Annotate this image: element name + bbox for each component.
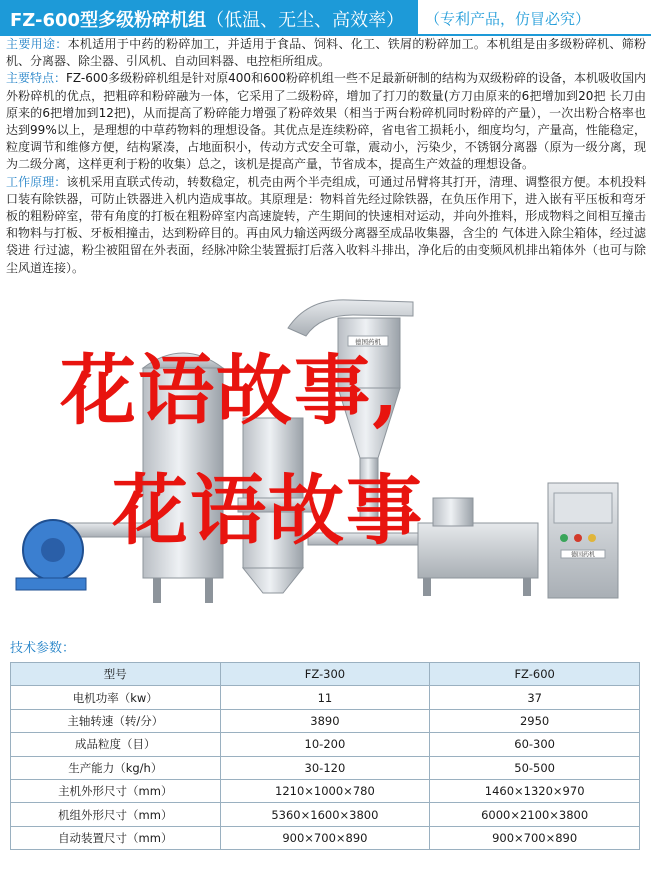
overlay-text-1: 花语故事, xyxy=(60,346,401,435)
table-cell: 11 xyxy=(220,686,430,709)
section-text: 本机适用于中药的粉碎加工，并适用于食品、饲料、化工、铁屑的粉碎加工。本机组是由多级粉碎机、筛粉机、分离器、除尘器、引风机、自动回料器、电控柜所组成。 xyxy=(6,37,646,69)
table-cell: 60-300 xyxy=(430,733,640,756)
table-cell: 3890 xyxy=(220,709,430,732)
table-row xyxy=(11,686,640,709)
patent-note: （专利产品，仿冒必究） xyxy=(425,10,591,28)
section-features xyxy=(6,70,646,173)
table-header-row xyxy=(11,663,640,686)
overlay-text-2: 花语故事 xyxy=(112,466,424,555)
table-cell: 电机功率（kw） xyxy=(11,686,221,709)
table-cell: 1210×1000×780 xyxy=(220,779,430,802)
table-row xyxy=(11,779,640,802)
table-cell: 成品粒度（目） xyxy=(11,733,221,756)
table-row xyxy=(11,756,640,779)
machine-brand-text: 德国药机 xyxy=(355,338,381,346)
table-cell: 机组外形尺寸（mm） xyxy=(11,803,221,826)
table-row xyxy=(11,733,640,756)
header-title-bar xyxy=(0,0,418,34)
table-cell: 30-120 xyxy=(220,756,430,779)
table-row xyxy=(11,803,640,826)
page-header xyxy=(0,0,651,34)
table-cell: 1460×1320×970 xyxy=(430,779,640,802)
description-block xyxy=(6,36,646,277)
page-title: FZ-600型多级粉碎机组（低温、无尘、高效率） xyxy=(10,10,405,31)
params-title: 技术参数： xyxy=(10,641,76,656)
table-header-cell: 型号 xyxy=(11,663,221,686)
section-text: FZ-600多级粉碎机组是针对原400和600粉碎机组一些不足最新研制的结构为双级粉碎的设备，本机吸收国内外粉碎机的优点，把粗碎和粉碎融为一体，它采用了二级粉碎，增加了打刀的数量(方刀由原来的6把增加到20把 长刀由原来的6把增加到12把)，从而提高了粉碎能力增强了粉碎效果（相当于两台粉碎机同时粉碎的产量），一次出粉合格率也达到99%以上，是理想的中草药物料的理想设备。其优点是连续粉碎，省电省工损耗小，细度均匀，产量高，性能稳定，粒度调节和维修方便，结构紧凑，占地面积小，传动方式安全可靠，震动小，污染少，不锈钢分离器（原为一级分离，现为二级分离，这样更利于粉的收集）总之，该机是提高产量，节省成本，提高生产效益的理想设备。 xyxy=(6,71,646,172)
table-row xyxy=(11,709,640,732)
table-cell: 主机外形尺寸（mm） xyxy=(11,779,221,802)
section-label: 主要特点： xyxy=(6,71,67,86)
table-cell: 6000×2100×3800 xyxy=(430,803,640,826)
table-cell: 生产能力（kg/h） xyxy=(11,756,221,779)
cabinet-brand-text: 德国药机 xyxy=(570,551,596,559)
params-table xyxy=(10,662,640,850)
section-text: 该机采用直联式传动，转数稳定，机壳由两个半壳组成，可通过吊臂将其打开，清理、调整很方便。本机投料口装有除铁器，可防止铁器进入机内造成事故。其原理是：物料首先经过除铁器，在负压作用下，进入嵌有平压板和弯牙板的粗粉碎室，带有角度的打板在粗粉碎室内高速旋转，产生期间的快速相对运动，并向外推料，形成物料之间相互撞击和物料与打板、牙板相撞击，达到粉碎目的。再由风力输送两级分离器至成品收集器，含尘的 气体进入除尘箱体，经过滤袋进 行过滤，粉尘被阻留在外表面，经脉冲除尘装置振打后落入收料斗排出，净化后的由变频风机排出箱体外（也可与除尘风道连接）。 xyxy=(6,174,646,275)
section-usage xyxy=(6,36,646,70)
section-principle xyxy=(6,174,646,277)
table-row xyxy=(11,826,640,849)
table-cell: 自动装置尺寸（mm） xyxy=(11,826,221,849)
table-cell: 2950 xyxy=(430,709,640,732)
table-cell: 主轴转速（转/分） xyxy=(11,709,221,732)
table-cell: 50-500 xyxy=(430,756,640,779)
table-header-cell: FZ-600 xyxy=(430,663,640,686)
table-cell: 900×700×890 xyxy=(220,826,430,849)
section-label: 工作原理： xyxy=(6,174,67,189)
table-cell: 10-200 xyxy=(220,733,430,756)
section-label: 主要用途： xyxy=(6,37,68,51)
table-cell: 5360×1600×3800 xyxy=(220,803,430,826)
table-cell: 900×700×890 xyxy=(430,826,640,849)
table-header-cell: FZ-300 xyxy=(220,663,430,686)
table-cell: 37 xyxy=(430,686,640,709)
